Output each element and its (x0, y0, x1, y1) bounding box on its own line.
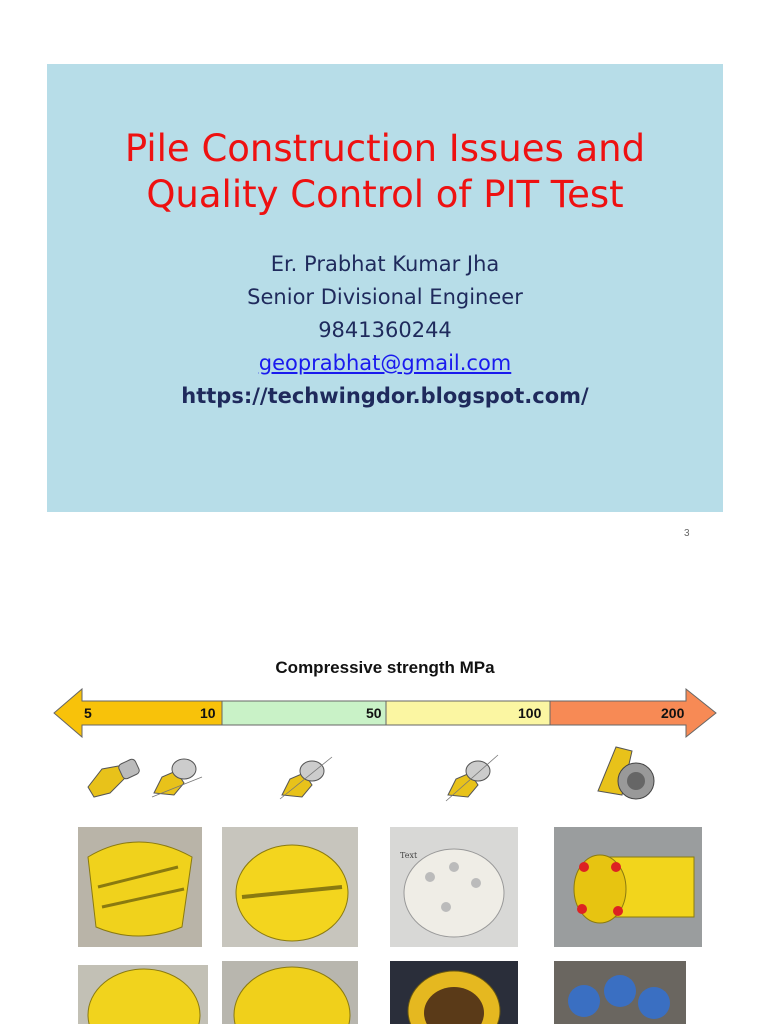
flat-bit-and-pick-icon (82, 747, 212, 807)
scale-label-200: 200 (661, 705, 685, 721)
scale-label-5: 5 (84, 705, 92, 721)
drilling-tools-figure (52, 655, 718, 1024)
scale-band-low (54, 689, 222, 737)
title-line-1: Pile Construction Issues and (124, 127, 646, 170)
roller-bit-icon (592, 741, 672, 807)
auger-photo-3 (78, 965, 208, 1024)
strength-scale-arrow (52, 685, 718, 741)
round-shank-pick-icon (272, 747, 342, 807)
slide-title (47, 126, 723, 218)
white-bucket-photo (390, 827, 518, 947)
auger-photo-1 (78, 827, 202, 947)
email-link[interactable]: geoprabhat@gmail.com (258, 351, 512, 375)
author-name: Er. Prabhat Kumar Jha (270, 252, 500, 276)
author-phone: 9841360244 (318, 318, 452, 342)
scale-band-top (550, 689, 716, 737)
auger-photo-2 (222, 827, 358, 947)
figure-title: Compressive strength MPa (275, 658, 495, 677)
author-position: Senior Divisional Engineer (247, 285, 523, 309)
roller-cutters-photo (554, 961, 686, 1024)
photo-text-label: Text (400, 851, 418, 860)
author-info (47, 248, 723, 413)
scale-label-100: 100 (518, 705, 542, 721)
core-barrel-photo (554, 827, 702, 947)
scale-band-mid (222, 701, 386, 725)
core-bucket-photo (390, 961, 518, 1024)
scale-label-10: 10 (200, 705, 216, 721)
website-link[interactable]: https://techwingdor.blogspot.com/ (181, 384, 589, 408)
page-number: 3 (684, 528, 690, 539)
auger-photo-4 (222, 961, 358, 1024)
title-slide (47, 64, 723, 512)
scale-label-50: 50 (366, 705, 382, 721)
heavy-pick-icon (438, 747, 508, 807)
title-line-2: Quality Control of PIT Test (146, 173, 624, 216)
